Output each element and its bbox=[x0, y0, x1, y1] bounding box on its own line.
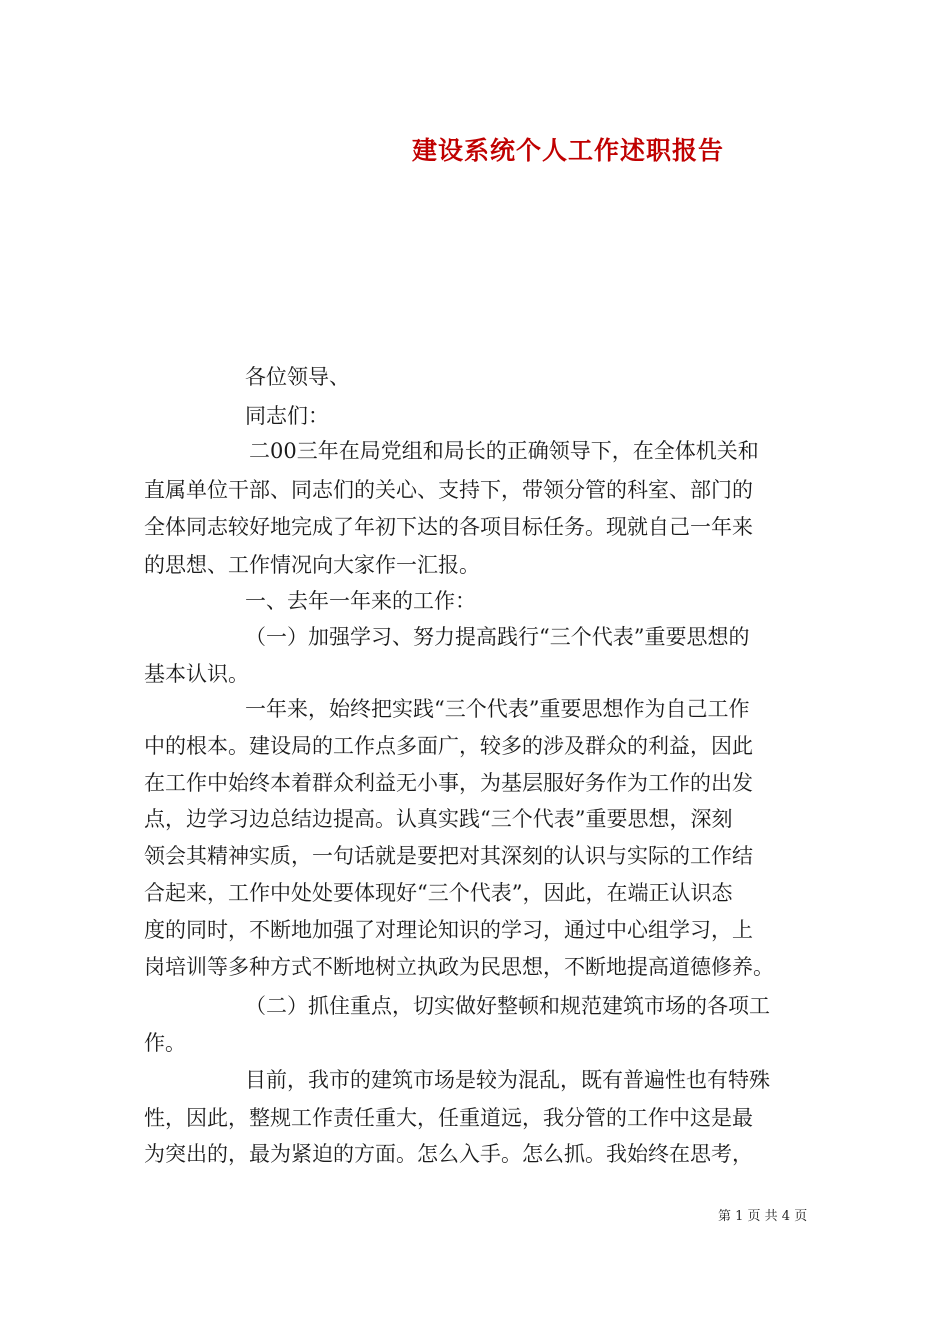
paragraph-line: 岗培训等多种方式不断地树立执政为民思想，不断地提高道德修养。 bbox=[144, 955, 774, 979]
paragraph-line: 一年来，始终把实践“三个代表”重要思想作为自己工作 bbox=[245, 697, 750, 721]
subsection-heading: （一）加强学习、努力提高践行“三个代表”重要思想的 bbox=[245, 625, 750, 649]
paragraph-line: 目前，我市的建筑市场是较为混乱，既有普遍性也有特殊 bbox=[245, 1068, 770, 1092]
paragraph-line: 的思想、工作情况向大家作一汇报。 bbox=[144, 553, 480, 577]
salutation-line: 各位领导、 bbox=[245, 365, 350, 389]
paragraph-line: 在工作中始终本着群众利益无小事，为基层服好务作为工作的出发 bbox=[144, 771, 753, 795]
subsection-heading: 作。 bbox=[144, 1031, 186, 1055]
document-title: 建设系统个人工作述职报告 bbox=[412, 136, 725, 165]
paragraph-line: 直属单位干部、同志们的关心、支持下，带领分管的科室、部门的 bbox=[144, 478, 753, 502]
paragraph-line: 性，因此，整规工作责任重大，任重道远，我分管的工作中这是最 bbox=[144, 1106, 753, 1130]
paragraph-line: 中的根本。建设局的工作点多面广，较多的涉及群众的利益，因此 bbox=[144, 734, 753, 758]
subsection-heading: 基本认识。 bbox=[144, 662, 249, 686]
page-number: 第 1 页 共 4 页 bbox=[718, 1209, 808, 1224]
salutation-line: 同志们： bbox=[245, 404, 329, 428]
paragraph-line: 二00三年在局党组和局长的正确领导下，在全体机关和 bbox=[249, 439, 759, 463]
section-heading: 一、去年一年来的工作： bbox=[245, 589, 476, 613]
subsection-heading: （二）抓住重点，切实做好整顿和规范建筑市场的各项工 bbox=[245, 994, 770, 1018]
paragraph-line: 全体同志较好地完成了年初下达的各项目标任务。现就自己一年来 bbox=[144, 515, 753, 539]
paragraph-line: 点，边学习边总结边提高。认真实践“三个代表”重要思想，深刻 bbox=[144, 807, 733, 831]
paragraph-line: 合起来，工作中处处要体现好“三个代表”，因此，在端正认识态 bbox=[144, 881, 733, 905]
paragraph-line: 度的同时，不断地加强了对理论知识的学习，通过中心组学习，上 bbox=[144, 918, 753, 942]
paragraph-line: 为突出的，最为紧迫的方面。怎么入手。怎么抓。我始终在思考， bbox=[144, 1142, 753, 1166]
paragraph-line: 领会其精神实质，一句话就是要把对其深刻的认识与实际的工作结 bbox=[144, 844, 753, 868]
